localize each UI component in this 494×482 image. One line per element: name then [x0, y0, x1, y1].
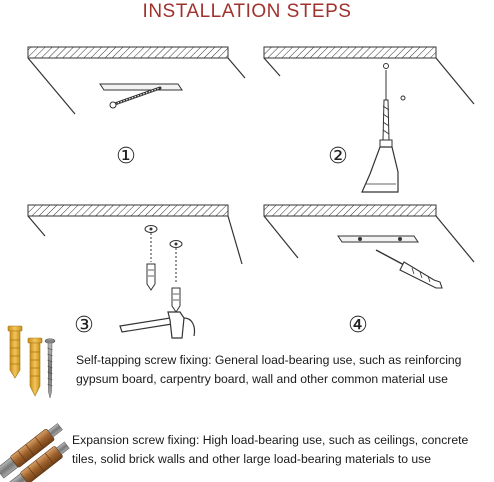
mounting-bracket-icon	[100, 84, 182, 108]
step-4-panel	[264, 205, 474, 338]
plastic-anchor-photo	[8, 326, 55, 398]
step-1-panel	[28, 47, 245, 169]
mounting-bracket-icon	[338, 236, 418, 242]
wall-plug-icon	[147, 264, 180, 312]
page-title: INSTALLATION STEPS	[142, 1, 352, 22]
step-number-3: ③	[74, 313, 94, 338]
step-number-4: ④	[348, 313, 368, 338]
ceiling-hatch	[28, 47, 228, 58]
expansion-line-2: tiles, solid brick walls and other large load-bearing materials to use	[72, 452, 432, 466]
expansion-bolt-photo	[0, 421, 71, 482]
ceiling-hatch	[28, 205, 228, 216]
ceiling-hatch	[264, 205, 436, 216]
expansion-line-1: Expansion screw fixing: High load-bearing use, such as ceilings, concrete	[72, 433, 469, 447]
self-tapping-line-2: gypsum board, carpentry board, wall and other common material use	[76, 372, 448, 386]
step-number-2: ②	[328, 144, 348, 169]
self-tapping-line-1: Self-tapping screw fixing: General load-bearing use, such as reinforcing	[76, 353, 462, 367]
step-number-1: ①	[116, 144, 136, 169]
drill-icon	[362, 70, 398, 192]
hammer-icon	[120, 312, 195, 338]
step-3-panel	[28, 205, 242, 338]
step-2-panel	[264, 47, 474, 192]
self-tapping-description	[76, 351, 494, 389]
expansion-description	[72, 431, 490, 469]
ceiling-hatch	[264, 47, 436, 58]
screwdriver-icon	[376, 250, 442, 288]
